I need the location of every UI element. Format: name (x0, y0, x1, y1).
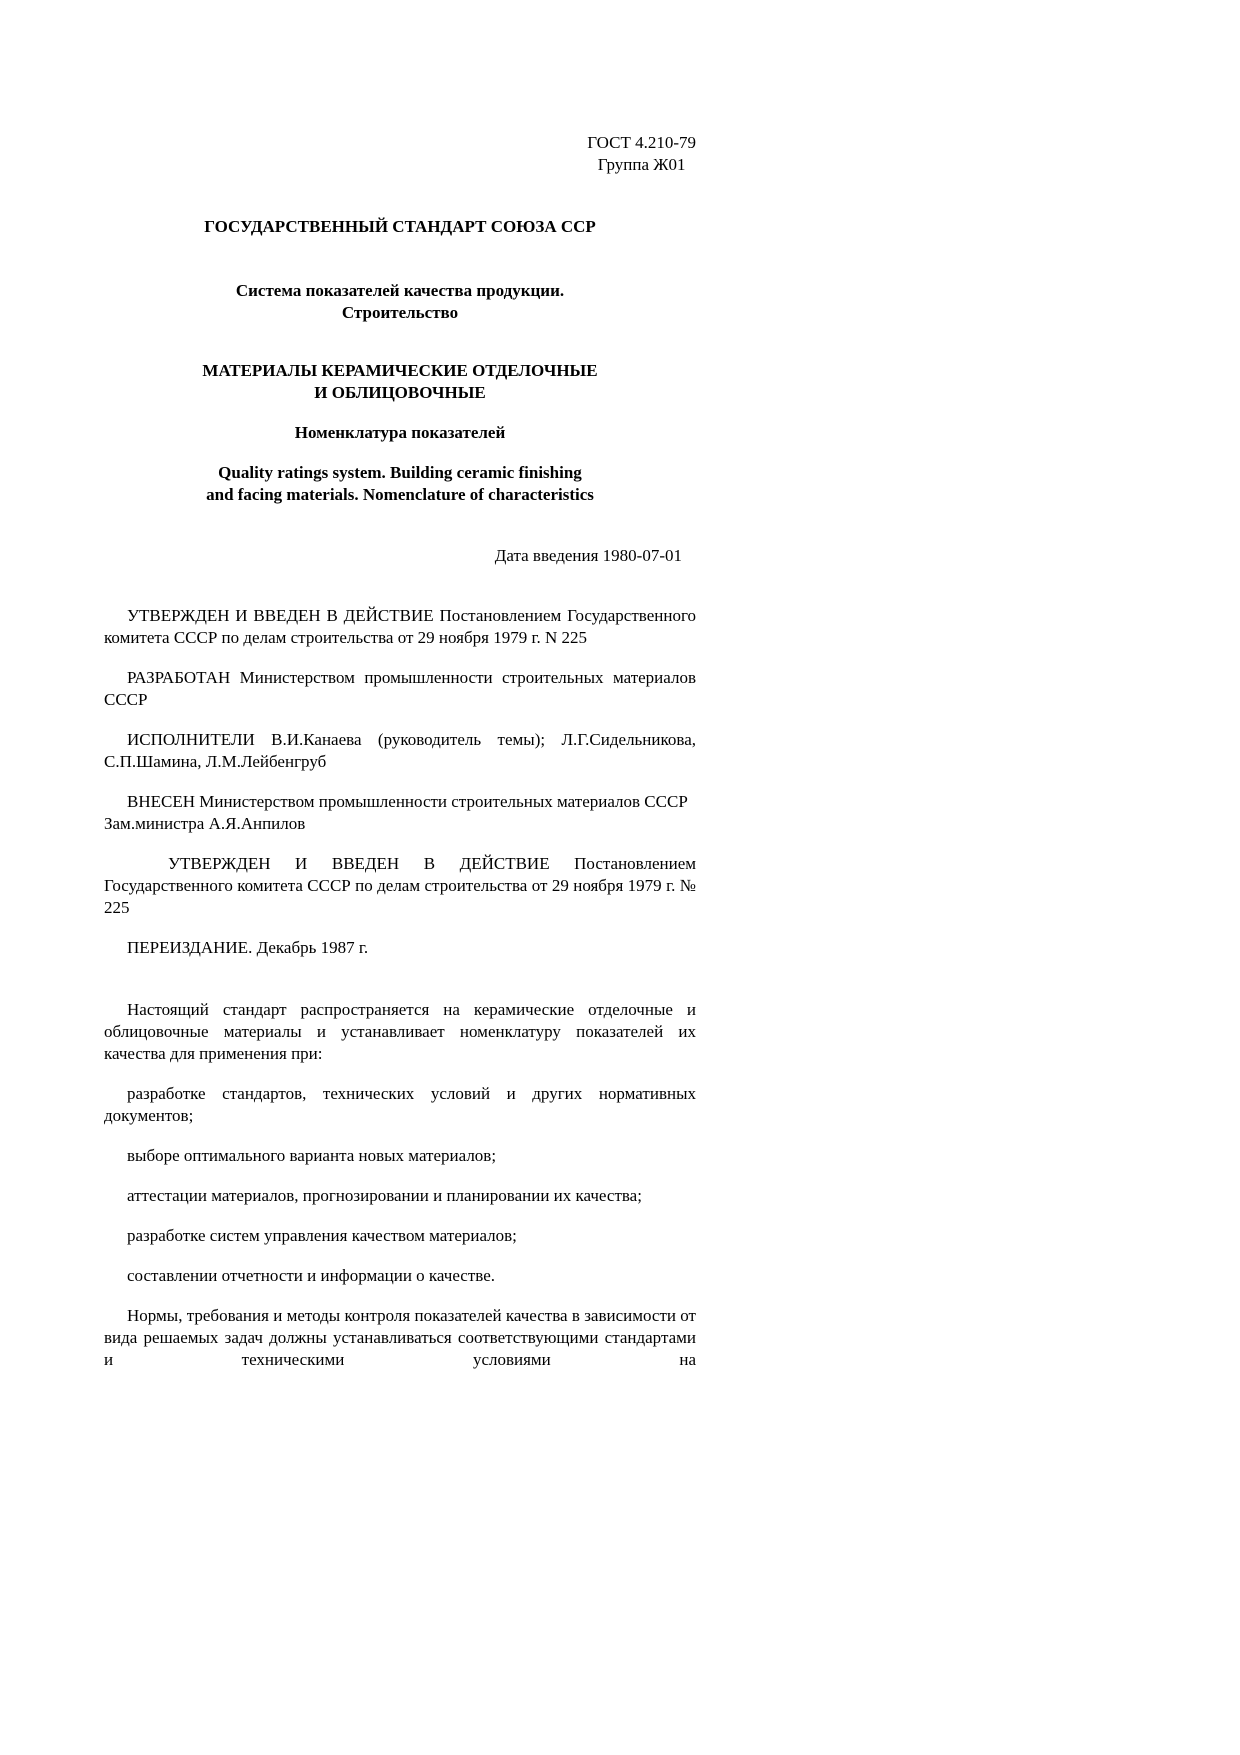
paragraph-approved-1: УТВЕРЖДЕН И ВВЕДЕН В ДЕЙСТВИЕ Постановлением Государственного комитета СССР по делам строительства от 29 ноября 1979 г. N 225 (104, 606, 696, 647)
english-title-line1: Quality ratings system. Building ceramic finishing (218, 463, 582, 482)
subject-title (104, 360, 696, 404)
paragraph-norms: Нормы, требования и методы контроля показателей качества в зависимости от вида решаемых задач должны устанавливаться соответствующими стандартами и техническими условиями на (104, 1306, 696, 1369)
paragraph-use-quality-systems: разработке систем управления качеством материалов; (127, 1226, 517, 1245)
paragraph-use-attestation: аттестации материалов, прогнозировании и планировании их качества; (127, 1186, 642, 1205)
paragraph-use-standards: разработке стандартов, технических условий и других нормативных документов; (104, 1084, 696, 1125)
paragraph-approved-2: УТВЕРЖДЕН И ВВЕДЕН В ДЕЙСТВИЕ Постановлением Государственного комитета СССР по делам строительства от 29 ноября 1979 г. № 225 (104, 854, 696, 917)
subject-title-line1: МАТЕРИАЛЫ КЕРАМИЧЕСКИЕ ОТДЕЛОЧНЫЕ (202, 361, 598, 380)
paragraph-reissue: ПЕРЕИЗДАНИЕ. Декабрь 1987 г. (127, 938, 369, 957)
effective-date: Дата введения 1980-07-01 (494, 546, 682, 565)
document-content (104, 0, 696, 1371)
system-title (104, 280, 696, 324)
doc-reference-block (587, 132, 696, 176)
paragraph-scope: Настоящий стандарт распространяется на керамические отделочные и облицовочные материалы и устанавливает номенклатуру показателей их качества для применения при: (104, 1000, 696, 1063)
system-title-line2: Строительство (341, 303, 459, 322)
paragraph-executors: ИСПОЛНИТЕЛИ В.И.Канаева (руководитель темы); Л.Г.Сидельникова, С.П.Шамина, Л.М.Лейбенгруб (104, 730, 696, 771)
english-title (104, 462, 696, 506)
group-code: Группа Ж01 (597, 155, 686, 174)
paragraph-submitted: ВНЕСЕН Министерством промышленности строительных материалов СССР (127, 792, 688, 811)
english-title-line2: and facing materials. Nomenclature of characteristics (206, 485, 594, 504)
standard-title: ГОСУДАРСТВЕННЫЙ СТАНДАРТ СОЮЗА ССР (204, 217, 596, 236)
paragraph-developed: РАЗРАБОТАН Министерством промышленности строительных материалов СССР (104, 668, 696, 709)
paragraph-deputy-minister: Зам.министра А.Я.Анпилов (104, 814, 306, 833)
system-title-line1: Система показателей качества продукции. (235, 281, 565, 300)
subject-title-line2: И ОБЛИЦОВОЧНЫЕ (314, 383, 486, 402)
nomenclature-subtitle: Номенклатура показателей (294, 423, 506, 442)
paragraph-use-reporting: составлении отчетности и информации о качестве. (127, 1266, 496, 1285)
paragraph-use-selection: выборе оптимального варианта новых материалов; (127, 1146, 497, 1165)
gost-number: ГОСТ 4.210-79 (587, 133, 696, 152)
